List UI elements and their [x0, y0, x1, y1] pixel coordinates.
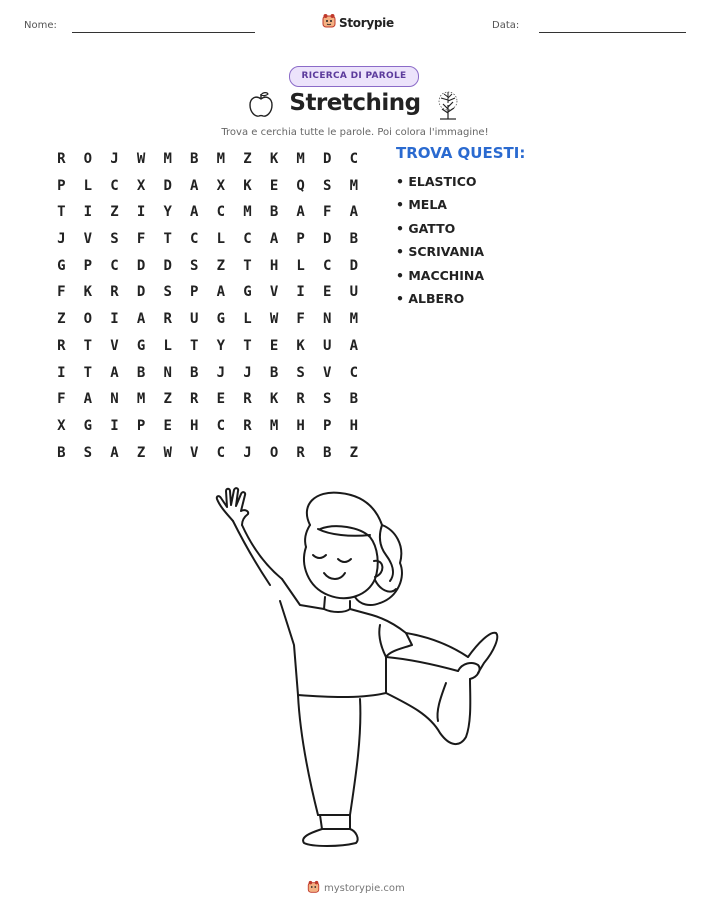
grid-letter[interactable]: R: [296, 391, 305, 408]
grid-letter[interactable]: E: [163, 417, 172, 434]
grid-row: [48, 146, 367, 173]
grid-letter[interactable]: T: [57, 204, 66, 221]
grid-letter[interactable]: V: [110, 337, 119, 354]
grid-letter[interactable]: P: [83, 257, 93, 274]
grid-letter[interactable]: P: [57, 177, 66, 194]
grid-letter[interactable]: D: [136, 257, 146, 274]
grid-letter[interactable]: G: [136, 337, 146, 354]
grid-letter[interactable]: D: [349, 257, 359, 274]
grid-letter[interactable]: V: [269, 284, 279, 301]
grid-letter[interactable]: J: [243, 444, 252, 461]
grid-letter[interactable]: R: [57, 337, 66, 354]
grid-letter[interactable]: L: [83, 177, 93, 194]
storypie-mascot-icon: [322, 13, 336, 33]
grid-letter[interactable]: B: [349, 231, 359, 248]
grid-letter[interactable]: D: [323, 231, 332, 248]
grid-letter[interactable]: M: [136, 391, 146, 408]
page-title: Stretching: [289, 90, 421, 116]
grid-letter[interactable]: D: [163, 257, 172, 274]
grid-letter[interactable]: G: [83, 417, 93, 434]
word-list-title: TROVA QUESTI:: [396, 144, 526, 162]
grid-letter[interactable]: A: [190, 204, 199, 221]
grid-letter[interactable]: B: [323, 444, 332, 461]
grid-letter[interactable]: P: [190, 284, 199, 301]
grid-letter[interactable]: R: [190, 391, 199, 408]
grid-letter[interactable]: I: [83, 204, 93, 221]
grid-letter[interactable]: C: [349, 151, 359, 167]
grid-letter[interactable]: J: [243, 364, 252, 381]
word-list-item: • ALBERO: [396, 290, 465, 306]
grid-letter[interactable]: B: [57, 444, 66, 461]
grid-letter[interactable]: X: [216, 177, 226, 194]
grid-letter[interactable]: R: [296, 444, 305, 461]
grid-row: [48, 173, 367, 200]
grid-letter[interactable]: F: [57, 284, 66, 301]
grid-letter[interactable]: R: [57, 151, 66, 167]
grid-letter[interactable]: T: [243, 257, 252, 274]
date-line[interactable]: [539, 32, 686, 33]
grid-letter[interactable]: Y: [216, 337, 226, 354]
grid-letter[interactable]: O: [83, 151, 93, 167]
grid-letter[interactable]: I: [110, 311, 119, 328]
grid-letter[interactable]: A: [83, 391, 93, 408]
grid-letter[interactable]: L: [163, 337, 172, 354]
grid-letter[interactable]: S: [83, 444, 93, 461]
grid-letter[interactable]: M: [216, 151, 226, 167]
footer-url[interactable]: mystorypie.com: [324, 883, 405, 894]
grid-row: [48, 440, 367, 467]
grid-letter[interactable]: T: [83, 364, 93, 381]
grid-letter[interactable]: S: [190, 257, 199, 274]
grid-letter[interactable]: W: [163, 444, 172, 461]
grid-letter[interactable]: M: [163, 151, 172, 167]
word-list-item: • MACCHINA: [396, 267, 485, 283]
grid-letter[interactable]: R: [163, 311, 172, 328]
grid-letter[interactable]: A: [349, 337, 359, 354]
grid-letter[interactable]: P: [136, 417, 146, 434]
grid-letter[interactable]: Z: [163, 391, 172, 408]
grid-letter[interactable]: R: [243, 417, 252, 434]
grid-letter[interactable]: N: [163, 364, 172, 381]
activity-badge: RICERCA DI PAROLE: [289, 66, 419, 87]
grid-letter[interactable]: A: [269, 231, 279, 248]
grid-letter[interactable]: U: [190, 311, 199, 328]
grid-letter[interactable]: K: [296, 337, 305, 354]
grid-letter[interactable]: I: [296, 284, 305, 301]
grid-letter[interactable]: A: [349, 204, 359, 221]
grid-letter[interactable]: L: [243, 311, 252, 328]
name-line[interactable]: [72, 32, 255, 33]
grid-letter[interactable]: U: [323, 337, 332, 354]
grid-letter[interactable]: I: [136, 204, 146, 221]
grid-letter[interactable]: T: [83, 337, 93, 354]
grid-letter[interactable]: T: [190, 337, 199, 354]
grid-letter[interactable]: M: [269, 417, 279, 434]
grid-letter[interactable]: H: [349, 417, 359, 434]
grid-letter[interactable]: L: [216, 231, 226, 248]
grid-letter[interactable]: G: [57, 257, 66, 274]
tree-icon: [434, 89, 462, 125]
word-list-item: • MELA: [396, 197, 447, 213]
grid-letter[interactable]: B: [190, 364, 199, 381]
name-label: Nome:: [24, 20, 57, 31]
grid-row: [48, 306, 367, 333]
grid-letter[interactable]: P: [296, 231, 305, 248]
grid-row: [48, 360, 367, 387]
brand-name: Storypie: [339, 16, 394, 30]
footer: [307, 879, 405, 898]
grid-letter[interactable]: H: [190, 417, 199, 434]
grid-letter[interactable]: M: [296, 151, 305, 167]
grid-letter[interactable]: E: [269, 177, 279, 194]
grid-letter[interactable]: F: [296, 311, 305, 328]
brand-logo: [322, 13, 394, 33]
storypie-mascot-icon: [307, 879, 320, 898]
grid-letter[interactable]: H: [296, 417, 305, 434]
grid-letter[interactable]: Z: [110, 204, 119, 221]
grid-letter[interactable]: A: [110, 444, 119, 461]
grid-letter[interactable]: H: [269, 257, 279, 274]
grid-letter[interactable]: M: [243, 204, 252, 221]
grid-letter[interactable]: M: [349, 177, 359, 194]
word-list-item: • ELASTICO: [396, 174, 477, 189]
instructions: Trova e cerchia tutte le parole. Poi colora l'immagine!: [221, 127, 489, 138]
grid-letter[interactable]: K: [83, 284, 93, 301]
grid-letter[interactable]: S: [110, 231, 119, 248]
girl-stretching-illustration[interactable]: [200, 485, 510, 859]
grid-row: [48, 226, 367, 253]
date-label: Data:: [492, 20, 520, 31]
grid-letter[interactable]: S: [163, 284, 172, 301]
grid-letter[interactable]: X: [57, 417, 66, 434]
grid-letter[interactable]: I: [57, 364, 66, 381]
grid-letter[interactable]: B: [269, 204, 279, 221]
grid-letter[interactable]: C: [216, 444, 226, 461]
grid-letter[interactable]: D: [163, 177, 172, 194]
grid-letter[interactable]: C: [190, 231, 199, 248]
grid-letter[interactable]: G: [216, 311, 226, 328]
grid-row: [48, 386, 367, 413]
grid-letter[interactable]: S: [323, 391, 332, 408]
grid-letter[interactable]: B: [349, 391, 359, 408]
grid-letter[interactable]: W: [269, 311, 279, 328]
grid-letter[interactable]: V: [323, 364, 332, 381]
grid-letter[interactable]: E: [323, 284, 332, 301]
word-list-item: • GATTO: [396, 220, 456, 236]
grid-letter[interactable]: A: [136, 311, 146, 328]
grid-row: [48, 253, 367, 280]
grid-letter[interactable]: C: [216, 204, 226, 221]
grid-letter[interactable]: S: [323, 177, 332, 194]
grid-letter[interactable]: C: [349, 364, 359, 381]
grid-letter[interactable]: I: [110, 417, 119, 434]
grid-letter[interactable]: F: [57, 391, 66, 408]
grid-letter[interactable]: B: [269, 364, 279, 381]
grid-row: [48, 413, 367, 440]
grid-letter[interactable]: Z: [136, 444, 146, 461]
grid-letter[interactable]: A: [296, 204, 305, 221]
grid-letter[interactable]: K: [269, 391, 279, 408]
grid-letter[interactable]: E: [269, 337, 279, 354]
grid-letter[interactable]: J: [110, 151, 119, 167]
grid-letter[interactable]: A: [216, 284, 226, 301]
grid-letter[interactable]: K: [269, 151, 279, 167]
grid-letter[interactable]: C: [110, 257, 119, 274]
grid-letter[interactable]: N: [323, 311, 332, 328]
grid-letter[interactable]: Z: [57, 311, 66, 328]
grid-letter[interactable]: F: [323, 204, 332, 221]
grid-letter[interactable]: M: [349, 311, 359, 328]
grid-row: [48, 199, 367, 226]
grid-letter[interactable]: S: [296, 364, 305, 381]
grid-letter[interactable]: B: [136, 364, 146, 381]
grid-letter[interactable]: C: [243, 231, 252, 248]
grid-letter[interactable]: Z: [243, 151, 252, 167]
grid-letter[interactable]: R: [110, 284, 119, 301]
grid-letter[interactable]: C: [323, 257, 332, 274]
grid-letter[interactable]: T: [243, 337, 252, 354]
grid-letter[interactable]: Y: [163, 204, 172, 221]
grid-letter[interactable]: C: [216, 417, 226, 434]
grid-letter[interactable]: T: [163, 231, 172, 248]
grid-letter[interactable]: N: [110, 391, 119, 408]
grid-letter[interactable]: C: [110, 177, 119, 194]
grid-letter[interactable]: O: [269, 444, 279, 461]
grid-letter[interactable]: K: [243, 177, 252, 194]
word-list: [396, 170, 484, 310]
grid-letter[interactable]: V: [83, 231, 93, 248]
grid-letter[interactable]: J: [216, 364, 226, 381]
grid-letter[interactable]: X: [136, 177, 146, 194]
grid-letter[interactable]: Q: [296, 177, 305, 194]
grid-letter[interactable]: V: [190, 444, 199, 461]
grid-letter[interactable]: D: [136, 284, 146, 301]
grid-letter[interactable]: U: [349, 284, 359, 301]
grid-letter[interactable]: Z: [349, 444, 359, 461]
grid-letter[interactable]: D: [323, 151, 332, 167]
grid-letter[interactable]: A: [190, 177, 199, 194]
grid-letter[interactable]: F: [136, 231, 146, 248]
word-search-grid[interactable]: [48, 146, 367, 466]
grid-letter[interactable]: L: [296, 257, 305, 274]
grid-letter[interactable]: B: [190, 151, 199, 167]
word-list-item: • SCRIVANIA: [396, 244, 485, 260]
grid-letter[interactable]: J: [57, 231, 66, 248]
grid-letter[interactable]: O: [83, 311, 93, 328]
grid-letter[interactable]: E: [216, 391, 226, 408]
grid-letter[interactable]: A: [110, 364, 119, 381]
grid-letter[interactable]: Z: [216, 257, 226, 274]
grid-row: [48, 279, 367, 306]
grid-letter[interactable]: W: [136, 151, 146, 167]
grid-letter[interactable]: P: [323, 417, 332, 434]
grid-letter[interactable]: R: [243, 391, 252, 408]
grid-letter[interactable]: G: [243, 284, 252, 301]
grid-row: [48, 333, 367, 360]
